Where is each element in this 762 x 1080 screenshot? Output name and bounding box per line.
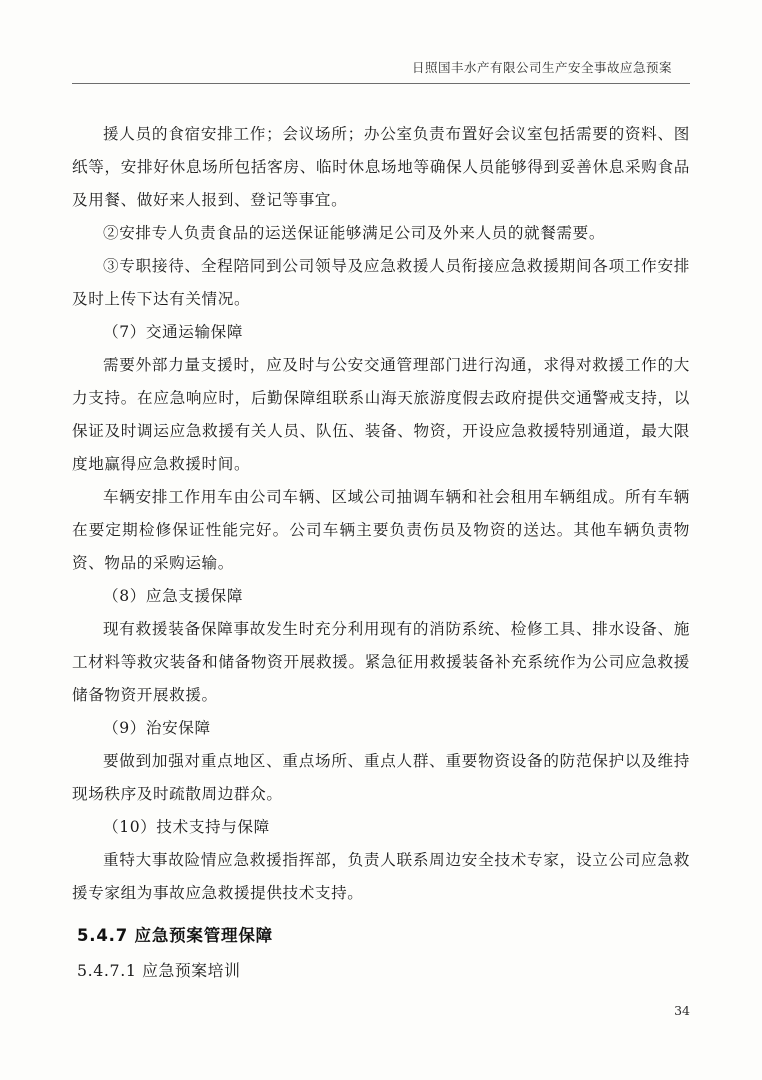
paragraph: 需要外部力量支援时，应及时与公安交通管理部门进行沟通，求得对救援工作的大力支持。在应急响应时，后勤保障组联系山海天旅游度假去政府提供交通警戒支持，以保证及时调运应急救援有关人员、队伍、装备、物资，开设应急救援特别通道，最大限度地赢得应急救援时间。 — [72, 356, 690, 473]
page-header: 日照国丰水产有限公司生产安全事故应急预案 — [411, 60, 672, 75]
paragraph: 援人员的食宿安排工作；会议场所；办公室负责布置好会议室包括需要的资料、图纸等，安排好休息场所包括客房、临时休息场地等确保人员能够得到妥善休息采购食品及用餐、做好来人报到、登记等事宜。 — [72, 125, 690, 209]
paragraph: （10）技术支持与保障 — [103, 818, 270, 836]
paragraph: （7）交通运输保障 — [103, 323, 244, 341]
page-number: 34 — [674, 1003, 690, 1018]
subsection-heading: 5.4.7.1 应急预案培训 — [77, 961, 241, 980]
header-divider — [72, 83, 690, 84]
paragraph: 现有救援装备保障事故发生时充分利用现有的消防系统、检修工具、排水设备、施工材料等救灾装备和储备物资开展救援。紧急征用救援装备补充系统作为公司应急救援储备物资开展救援。 — [72, 620, 690, 704]
paragraph: 要做到加强对重点地区、重点场所、重点人群、重要物资设备的防范保护以及维持现场秩序及时疏散周边群众。 — [72, 752, 690, 803]
paragraph: （9）治安保障 — [103, 719, 211, 737]
paragraph: ②安排专人负责食品的运送保证能够满足公司及外来人员的就餐需要。 — [103, 224, 606, 242]
body-text — [72, 118, 690, 910]
paragraph: 车辆安排工作用车由公司车辆、区域公司抽调车辆和社会租用车辆组成。所有车辆在要定期检修保证性能完好。公司车辆主要负责伤员及物资的送达。其他车辆负责物资、物品的采购运输。 — [72, 488, 690, 572]
paragraph: ③专职接待、全程陪同到公司领导及应急救援人员衔接应急救援期间各项工作安排及时上传下达有关情况。 — [72, 257, 690, 308]
paragraph: 重特大事故险情应急救援指挥部，负责人联系周边安全技术专家，设立公司应急救援专家组为事故应急救援提供技术支持。 — [72, 851, 690, 902]
section-heading: 5.4.7 应急预案管理保障 — [77, 926, 273, 945]
paragraph: （8）应急支援保障 — [103, 587, 244, 605]
